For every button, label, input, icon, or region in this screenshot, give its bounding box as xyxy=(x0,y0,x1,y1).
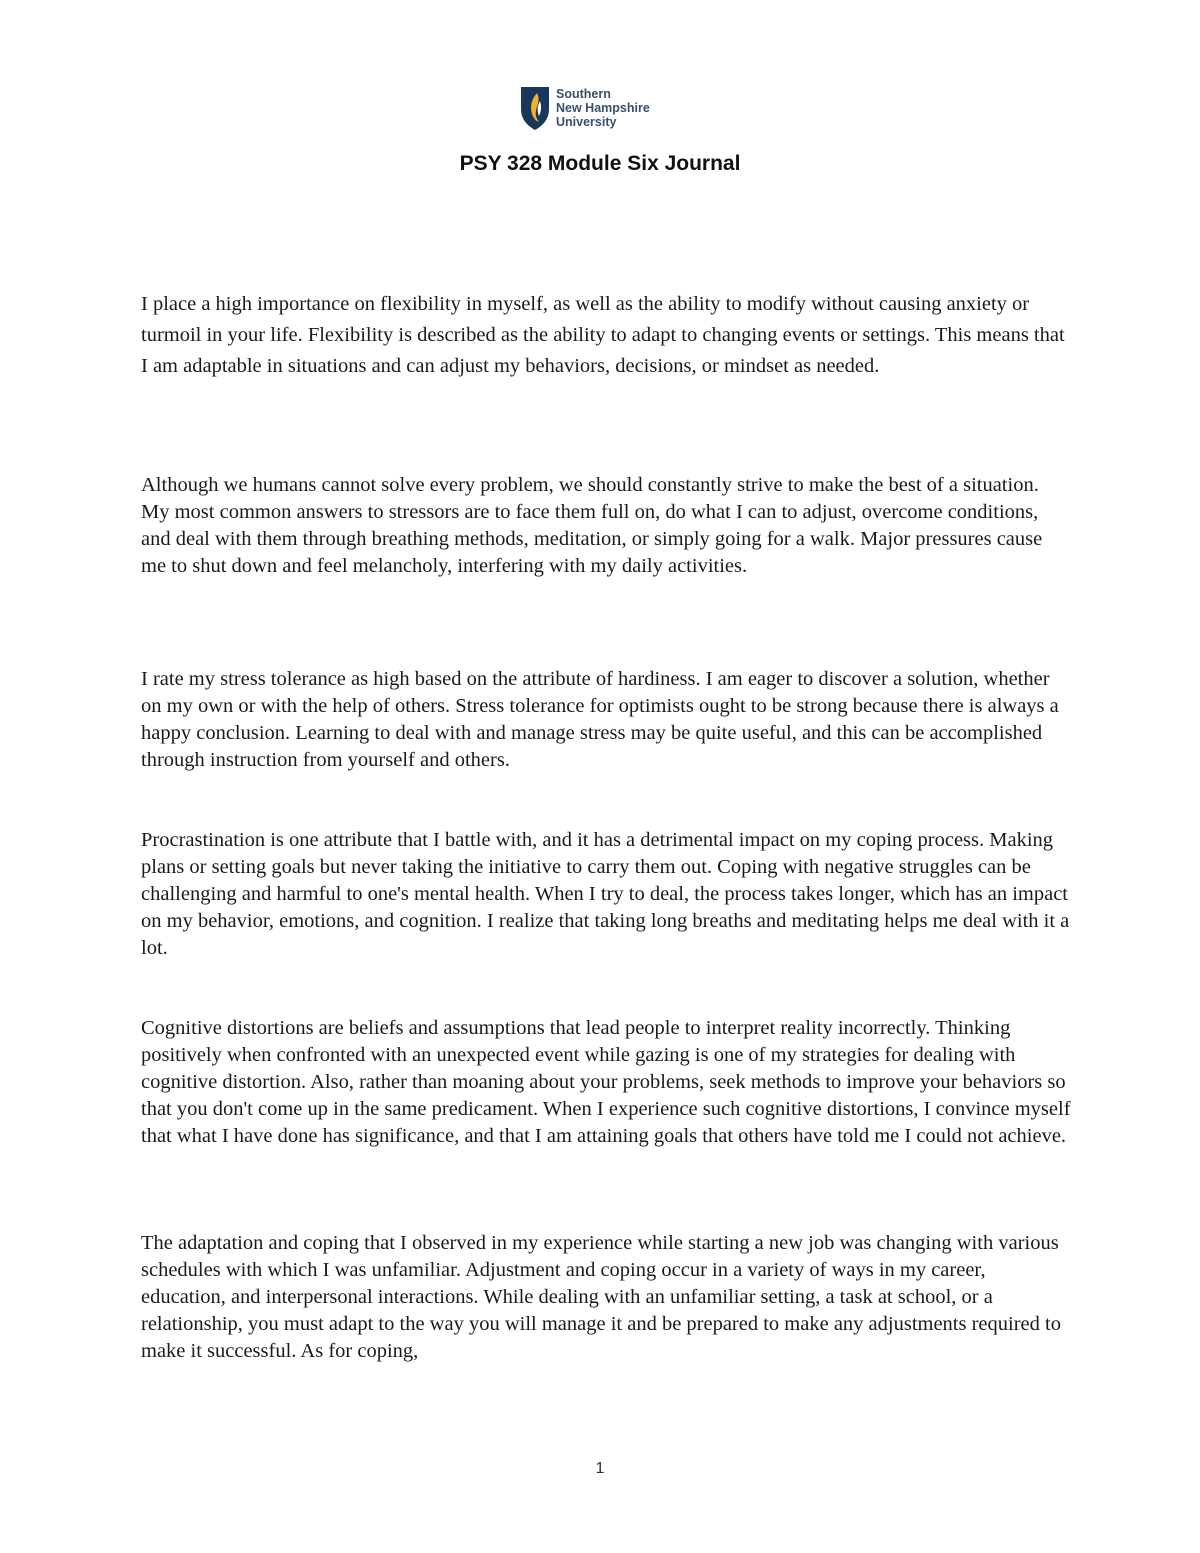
journal-paragraph-5: Cognitive distortions are beliefs and assumptions that lead people to interpret reality incorrectly. Thinking positively when confronted with an unexpected event while gazing is one of my strategies for dealing with cognitive distortion. Also, rather than moaning about your problems, seek methods to improve your behaviors so that you don't come up in the same predicament. When I experience such cognitive distortions, I convince myself that what I have done has significance, and that I am attaining goals that others have told me I could not achieve. xyxy=(141,1017,1071,1147)
university-logo xyxy=(520,84,690,132)
flame-shield-icon xyxy=(520,85,550,131)
document-title: PSY 328 Module Six Journal xyxy=(459,152,741,175)
logo-wordmark xyxy=(556,87,650,129)
page-number: 1 xyxy=(595,1460,605,1477)
logo-line-1: Southern xyxy=(556,87,611,101)
journal-paragraph-1: I place a high importance on flexibility in myself, as well as the ability to modify without causing anxiety or turmoil in your life. Flexibility is described as the ability to adapt to changing events or settings. This means that I am adaptable in situations and can adjust my behaviors, decisions, or mindset as needed. xyxy=(141,293,1065,377)
journal-paragraph-3: I rate my stress tolerance as high based on the attribute of hardiness. I am eager to discover a solution, whether on my own or with the help of others. Stress tolerance for optimists ought to be strong because there is always a happy conclusion. Learning to deal with and manage stress may be quite useful, and this can be accomplished through instruction from yourself and others. xyxy=(141,668,1059,771)
journal-paragraph-4: Procrastination is one attribute that I battle with, and it has a detrimental impact on my coping process. Making plans or setting goals but never taking the initiative to carry them out. Coping with negative struggles can be challenging and harmful to one's mental health. When I try to deal, the process takes longer, which has an impact on my behavior, emotions, and cognition. I realize that taking long breaths and meditating helps me deal with it a lot. xyxy=(141,829,1070,959)
logo-line-2: New Hampshire xyxy=(556,101,650,115)
logo-line-3: University xyxy=(556,115,617,129)
journal-paragraph-2: Although we humans cannot solve every problem, we should constantly strive to make the best of a situation. My most common answers to stressors are to face them full on, do what I can to adjust, overcome conditions, and deal with them through breathing methods, meditation, or simply going for a walk. Major pressures cause me to shut down and feel melancholy, interfering with my daily activities. xyxy=(141,474,1043,577)
journal-paragraph-6: The adaptation and coping that I observed in my experience while starting a new job was changing with various schedules with which I was unfamiliar. Adjustment and coping occur in a variety of ways in my career, education, and interpersonal interactions. While dealing with an unfamiliar setting, a task at school, or a relationship, you must adapt to the way you will manage it and be prepared to make any adjustments required to make it successful. As for coping, xyxy=(141,1232,1061,1362)
